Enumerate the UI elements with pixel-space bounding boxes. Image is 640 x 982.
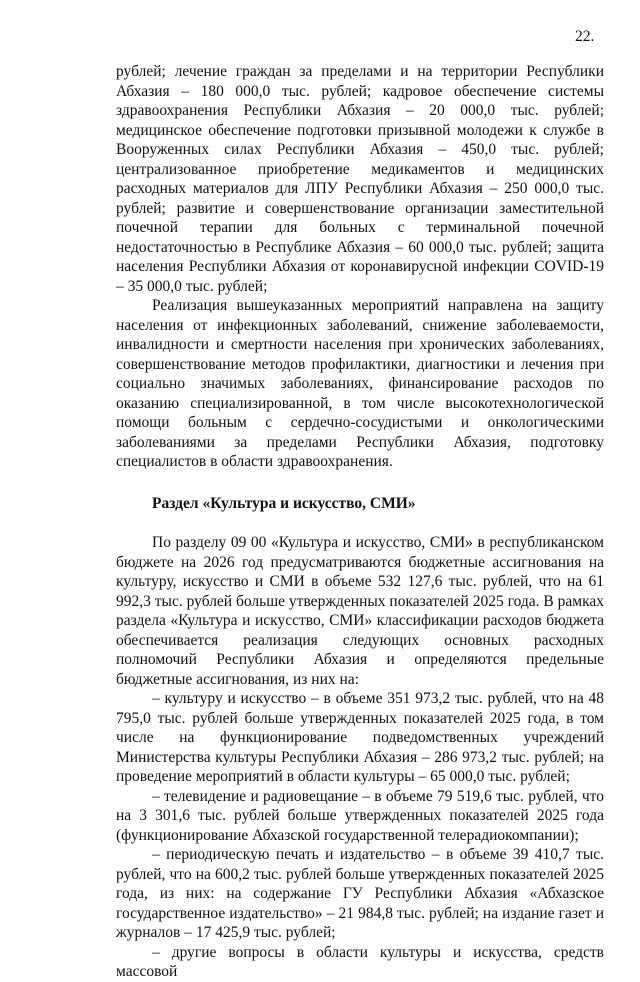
- paragraph-healthcare-goals: Реализация вышеуказанных мероприятий направлена на защиту населения от инфекционных заболеваний, снижение заболеваемости, инвалидности и смертности населения при хронических заболеваниях, совершенствование методов профилактики, диагностики и лечения при социально значимых заболеваниях, финансирование расходов по оказанию специализированной, в том числе высокотехнологической помощи больным с сердечно-сосудистыми и онкологическими заболеваниями за пределами Республики Абхазия, подготовку специалистов в области здравоохранения.: [116, 297, 604, 470]
- page-number: 22.: [575, 28, 595, 45]
- document-body: [116, 62, 604, 982]
- paragraph-tv-radio: – телевидение и радиовещание – в объеме 79 519,6 тыс. рублей, что на 3 301,6 тыс. рублей больше утвержденных показателей 2025 года (функционирование Абхазской государственной телерадиокомпании);: [116, 787, 604, 844]
- paragraph-other-culture: – другие вопросы в области культуры и искусства, средств массовой: [116, 943, 604, 980]
- section-heading: Раздел «Культура и искусство, СМИ»: [152, 494, 416, 512]
- paragraph-culture-overview: По разделу 09 00 «Культура и искусство, СМИ» в республиканском бюджете на 2026 год предусматриваются бюджетные ассигнования на культуру, искусство и СМИ в объеме 532 127,6 тыс. рублей, что на 61 992,3 тыс. рублей больше утвержденных показателей 2025 года. В рамках раздела «Культура и искусство, СМИ» классификации расходов бюджета обеспечивается реализация следующих основных расходных полномочий Республики Абхазия и определяются предельные бюджетные ассигнования, из них на:: [116, 534, 604, 688]
- paragraph-print-publishing: – периодическую печать и издательство – в объеме 39 410,7 тыс. рублей, что на 600,2 тыс. рублей больше утвержденных показателей 2025 года, из них: на содержание ГУ Республики Абхазия «Абхазское государственное издательство» – 21 984,8 тыс. рублей; на издание газет и журналов – 17 425,9 тыс. рублей;: [116, 846, 604, 941]
- paragraph-healthcare-expenses: рублей; лечение граждан за пределами и на территории Республики Абхазия – 180 000,0 тыс. рублей; кадровое обеспечение системы здравоохранения Республики Абхазия – 20 000,0 тыс. рублей; медицинское обеспечение подготовки призывной молодежи к службе в Вооруженных силах Республики Абхазия – 450,0 тыс. рублей; централизованное приобретение медикаментов и медицинских расходных материалов для ЛПУ Республики Абхазия – 250 000,0 тыс. рублей; развитие и совершенствование организации заместительной почечной терапии для больных с терминальной почечной недостаточностью в Республике Абхазия – 60 000,0 тыс. рублей; защита населения Республики Абхазия от коронавирусной инфекции COVID-19 – 35 000,0 тыс. рублей;: [116, 63, 604, 295]
- paragraph-culture-arts: – культуру и искусство – в объеме 351 973,2 тыс. рублей, что на 48 795,0 тыс. рублей больше утвержденных показателей 2025 года, в том числе на функционирование подведомственных учреждений Министерства культуры Республики Абхазия – 286 973,2 тыс. рублей; на проведение мероприятий в области культуры – 65 000,0 тыс. рублей;: [116, 690, 604, 785]
